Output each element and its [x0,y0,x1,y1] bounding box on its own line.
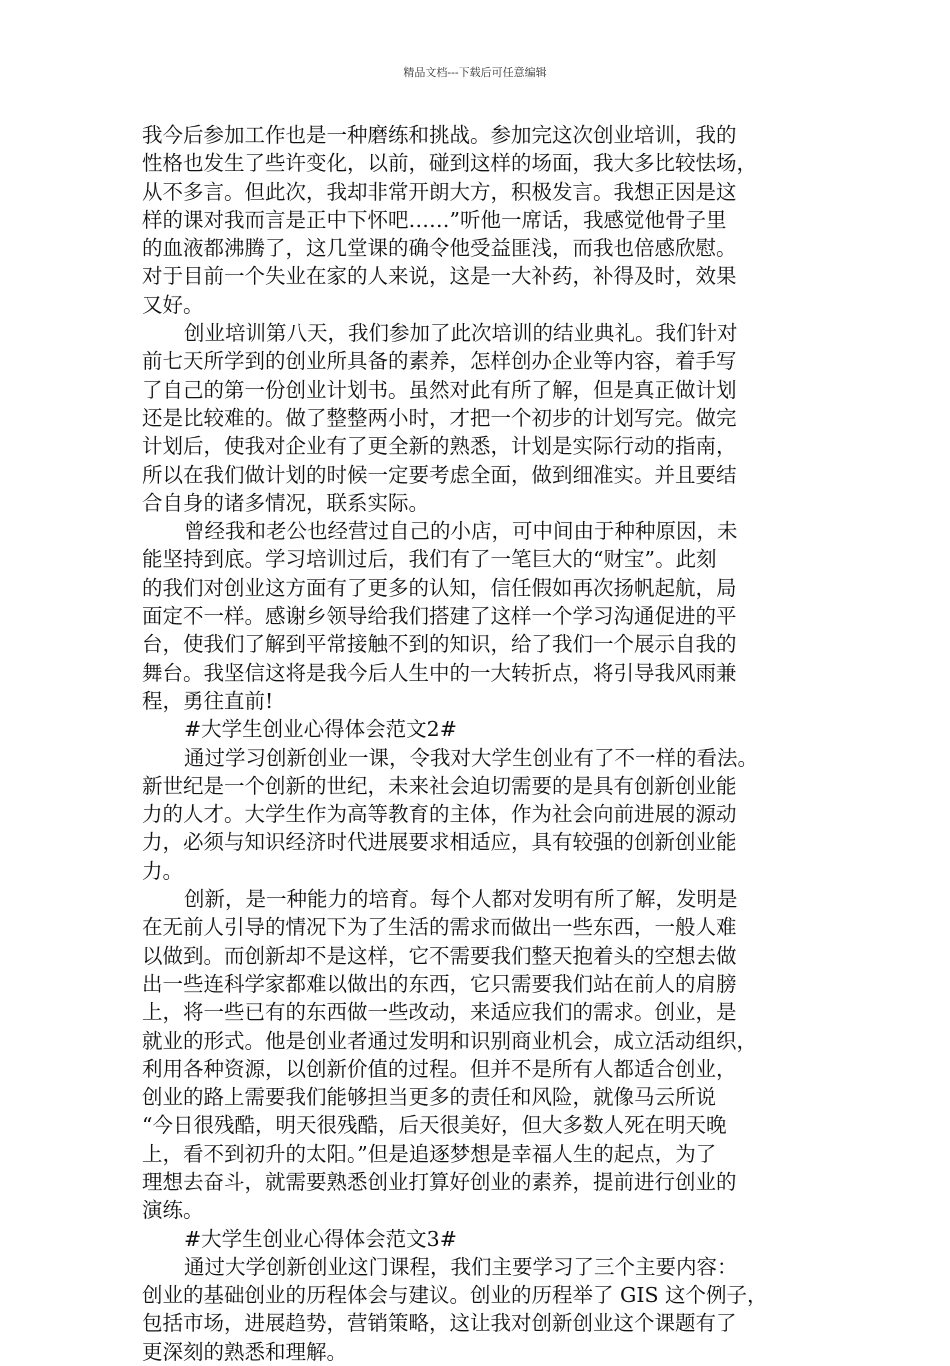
text-line: 通过大学创新创业这门课程，我们主要学习了三个主要内容： [184,1254,738,1279]
text-line: 创业培训第八天，我们参加了此次培训的结业典礼。我们针对 [184,321,738,346]
text-line: 性格也发生了些许变化，以前，碰到这样的场面，我大多比较怯场， [142,151,757,176]
text-line: 理想去奋斗，就需要熟悉创业打算好创业的素养，提前进行创业的 [142,1169,737,1194]
text-line: 所以在我们做计划的时候一定要考虑全面，做到细准实。并且要结 [142,462,737,487]
text-line: 更深刻的熟悉和理解。 [142,1339,347,1364]
text-line: #大学生创业心得体会范文3# [184,1226,457,1251]
text-line: 包括市场，进展趋势，营销策略，这让我对创新创业这个课题有了 [142,1311,737,1336]
text-line: 就业的形式。他是创业者通过发明和识别商业机会，成立活动组织， [142,1028,757,1053]
text-line: 在无前人引导的情况下为了生活的需求而做出一些东西，一般人难 [142,915,737,940]
text-line: #大学生创业心得体会范文2# [184,717,457,742]
text-line: 了自己的第一份创业计划书。虽然对此有所了解，但是真正做计划 [142,377,737,402]
text-line: 出一些连科学家都难以做出的东西，它只需要我们站在前人的肩膀 [142,971,737,996]
text-line: 利用各种资源，以创新价值的过程。但并不是所有人都适合创业， [142,1056,737,1081]
text-line: 从不多言。但此次，我却非常开朗大方，积极发言。我想正因是这 [142,179,737,204]
text-line: 样的课对我而言是正中下怀吧……”听他一席话，我感觉他骨子里 [142,207,727,232]
text-line: 的血液都沸腾了，这几堂课的确令他受益匪浅，而我也倍感欣慰。 [142,236,737,261]
text-line: 通过学习创新创业一课，令我对大学生创业有了不一样的看法。 [184,745,758,770]
text-line: 前七天所学到的创业所具备的素养，怎样创办企业等内容，着手写 [142,349,737,374]
text-line: 演练。 [142,1198,204,1223]
text-line: “今日很残酷，明天很残酷，后天很美好，但大多数人死在明天晚 [142,1113,727,1138]
text-line: 创新，是一种能力的培育。每个人都对发明有所了解，发明是 [184,887,738,912]
text-line: 对于目前一个失业在家的人来说，这是一大补药，补得及时，效果 [142,264,737,289]
text-line: 上，看不到初升的太阳。”但是追逐梦想是幸福人生的起点，为了 [142,1141,717,1166]
text-line: 力，必须与知识经济时代进展要求相适应，具有较强的创新创业能 [142,830,737,855]
text-line: 力的人才。大学生作为高等教育的主体，作为社会向前进展的源动 [142,802,737,827]
text-line: 合自身的诸多情况，联系实际。 [142,490,429,515]
text-line: 面定不一样。感谢乡领导给我们搭建了这样一个学习沟通促进的平 [142,604,737,629]
page-header: 精品文档---下载后可任意编辑 [403,66,547,79]
text-line: 我今后参加工作也是一种磨练和挑战。参加完这次创业培训，我的 [142,123,737,147]
text-line: 曾经我和老公也经营过自己的小店，可中间由于种种原因，未 [184,519,738,544]
text-line: 能坚持到底。学习培训过后，我们有了一笔巨大的“财宝”。此刻 [142,547,717,572]
text-line: 以做到。而创新却不是这样，它不需要我们整天抱着头的空想去做 [142,943,737,968]
text-line: 又好。 [142,292,204,317]
text-line: 新世纪是一个创新的世纪，未来社会迫切需要的是具有创新创业能 [142,773,737,798]
text-line: 台，使我们了解到平常接触不到的知识，给了我们一个展示自我的 [142,632,737,657]
text-line: 上，将一些已有的东西做一些改动，来适应我们的需求。创业，是 [142,1000,737,1025]
document-body [142,121,822,1366]
text-line: 舞台。我坚信这将是我今后人生中的一大转折点，将引导我风雨兼 [142,660,737,685]
text-line: 创业的基础创业的历程体会与建议。创业的历程举了 GIS 这个例子， [142,1283,768,1308]
text-line: 创业的路上需要我们能够担当更多的责任和风险，就像马云所说 [142,1085,716,1110]
text-line: 力。 [142,858,183,883]
text-line: 的我们对创业这方面有了更多的认知，信任假如再次扬帆起航，局 [142,575,737,600]
text-line: 计划后，使我对企业有了更全新的熟悉，计划是实际行动的指南， [142,434,737,459]
text-line: 程，勇往直前! [142,688,274,713]
text-line: 还是比较难的。做了整整两小时，才把一个初步的计划写完。做完 [142,405,737,430]
